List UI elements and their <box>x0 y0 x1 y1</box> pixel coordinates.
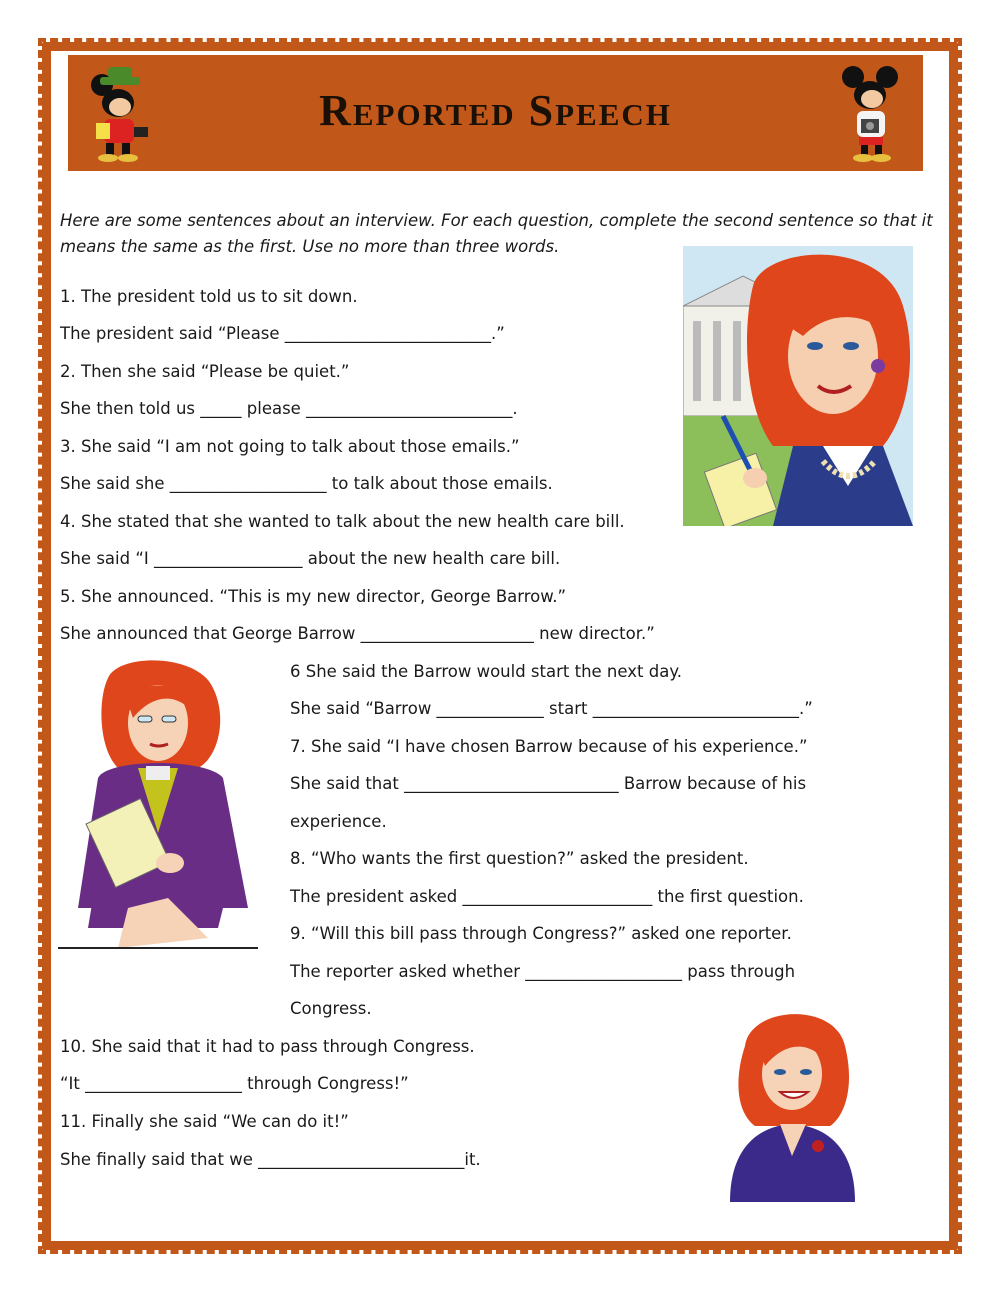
seated-woman-illustration <box>58 658 258 950</box>
question-11: 11. Finally she said “We can do it!” <box>60 1112 349 1131</box>
question-10: 10. She said that it had to pass through Congress. <box>60 1037 475 1056</box>
answer-9-continued: Congress. <box>290 999 372 1018</box>
answer-9[interactable]: The reporter asked whether ___________________ pass through <box>290 962 796 981</box>
answer-5[interactable]: She announced that George Barrow _____________________ new director.” <box>60 624 655 643</box>
answer-7[interactable]: She said that __________________________ Barrow because of his <box>290 774 807 793</box>
answer-3[interactable]: She said she ___________________ to talk about those emails. <box>60 474 553 493</box>
answer-1[interactable]: The president said “Please _________________________.” <box>60 324 505 343</box>
smiling-woman-illustration <box>720 1006 862 1202</box>
answer-10[interactable]: “It ___________________ through Congress!” <box>60 1074 409 1093</box>
answer-7-continued: experience. <box>290 812 387 831</box>
mickey-camera-icon <box>831 63 911 163</box>
reporter-illustration <box>683 246 913 526</box>
answer-6[interactable]: She said “Barrow _____________ start _________________________.” <box>290 699 813 718</box>
title-banner <box>68 55 923 171</box>
answer-8[interactable]: The president asked _______________________ the first question. <box>290 887 804 906</box>
question-9: 9. “Will this bill pass through Congress?” asked one reporter. <box>290 924 792 943</box>
answer-2[interactable]: She then told us _____ please _________________________. <box>60 399 518 418</box>
question-2: 2. Then she said “Please be quiet.” <box>60 362 350 381</box>
question-6: 6 She said the Barrow would start the next day. <box>290 662 682 681</box>
answer-11[interactable]: She finally said that we _________________________it. <box>60 1150 481 1169</box>
question-4: 4. She stated that she wanted to talk about the new health care bill. <box>60 512 625 531</box>
page-title: Reported Speech <box>319 86 672 135</box>
instructions: Here are some sentences about an interview. For each question, complete the second sentence so that it means the same as the first. Use no more than three words. <box>60 211 933 256</box>
question-7: 7. She said “I have chosen Barrow because of his experience.” <box>290 737 808 756</box>
question-8: 8. “Who wants the first question?” asked the president. <box>290 849 749 868</box>
question-1: 1. The president told us to sit down. <box>60 287 358 306</box>
question-3: 3. She said “I am not going to talk about those emails.” <box>60 437 520 456</box>
answer-4[interactable]: She said “I __________________ about the new health care bill. <box>60 549 561 568</box>
question-5: 5. She announced. “This is my new director, George Barrow.” <box>60 587 567 606</box>
